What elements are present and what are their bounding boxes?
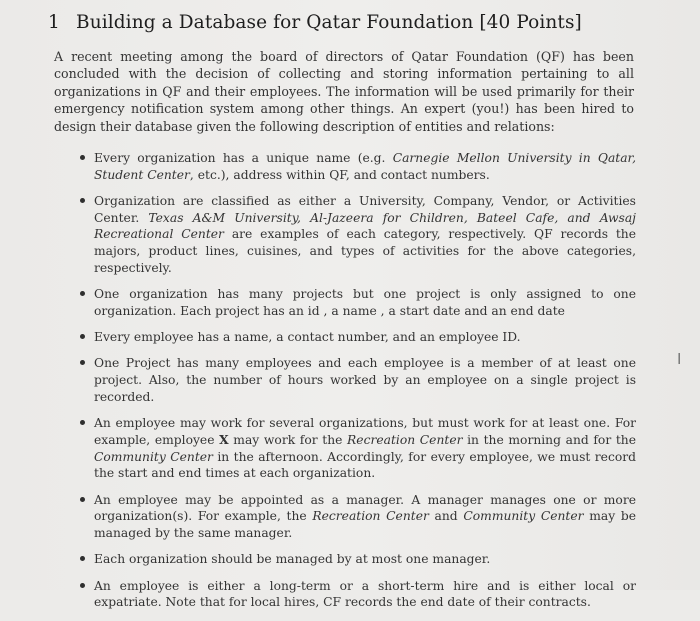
list-item: One organization has many projects but one project is only assigned to one organization. Each project has an id , a name , a start date and an end date <box>80 286 636 319</box>
bullet-icon <box>80 420 85 425</box>
bullet-icon <box>80 198 85 203</box>
text-cursor-icon: I <box>677 350 682 368</box>
bullet-icon <box>80 334 85 339</box>
list-item: An employee is either a long-term or a short-term hire and is either local or expatriate. Note that for local hires, CF records the end date of their contracts. <box>80 578 636 611</box>
list-item: An employee may be appointed as a manager. A manager manages one or more organization(s). For example, the Recreation Center and Community Center may be managed by the same manager. <box>80 492 636 542</box>
list-item: Organization are classified as either a University, Company, Vendor, or Activities Center. Texas A&M University, Al-Jazeera for Children, Bateel Cafe, and Awsaj Recreational Center are examples of each category, respectively. QF records the majors, product lines, cuisines, and types of activities for the above categories, respectively. <box>80 193 636 277</box>
list-item: Every employee has a name, a contact number, and an employee ID. <box>80 329 636 346</box>
bullet-icon <box>80 155 85 160</box>
bullet-icon <box>80 583 85 588</box>
intro-paragraph: A recent meeting among the board of directors of Qatar Foundation (QF) has been concluded with the decision of collecting and storing information pertaining to all organizations in QF and their employees. The information will be used primarily for their emergency notification system among other things. An expert (you!) has been hired to design their database given the following description of entities and relations: <box>54 49 634 134</box>
list-item: An employee may work for several organizations, but must work for at least one. For example, employee X may work for the Recreation Center in the morning and for the Community Center in the afternoon. Accordingly, for every employee, we must record the start and end times at each organization. <box>80 415 636 482</box>
section-number: 1 <box>48 12 60 33</box>
bullet-icon <box>80 556 85 561</box>
bullet-icon <box>80 497 85 502</box>
list-item: Each organization should be managed by at most one manager. <box>80 551 636 568</box>
list-item: One Project has many employees and each employee is a member of at least one project. Also, the number of hours worked by an employee on a single project is recorded. <box>80 355 636 405</box>
bullet-icon <box>80 360 85 365</box>
bullet-icon <box>80 291 85 296</box>
requirements-list <box>80 150 636 621</box>
section-heading <box>48 12 582 33</box>
section-title: Building a Database for Qatar Foundation [40 Points] <box>76 12 582 33</box>
list-item: Every organization has a unique name (e.g. Carnegie Mellon University in Qatar, Student Center, etc.), address within QF, and contact numbers. <box>80 150 636 183</box>
